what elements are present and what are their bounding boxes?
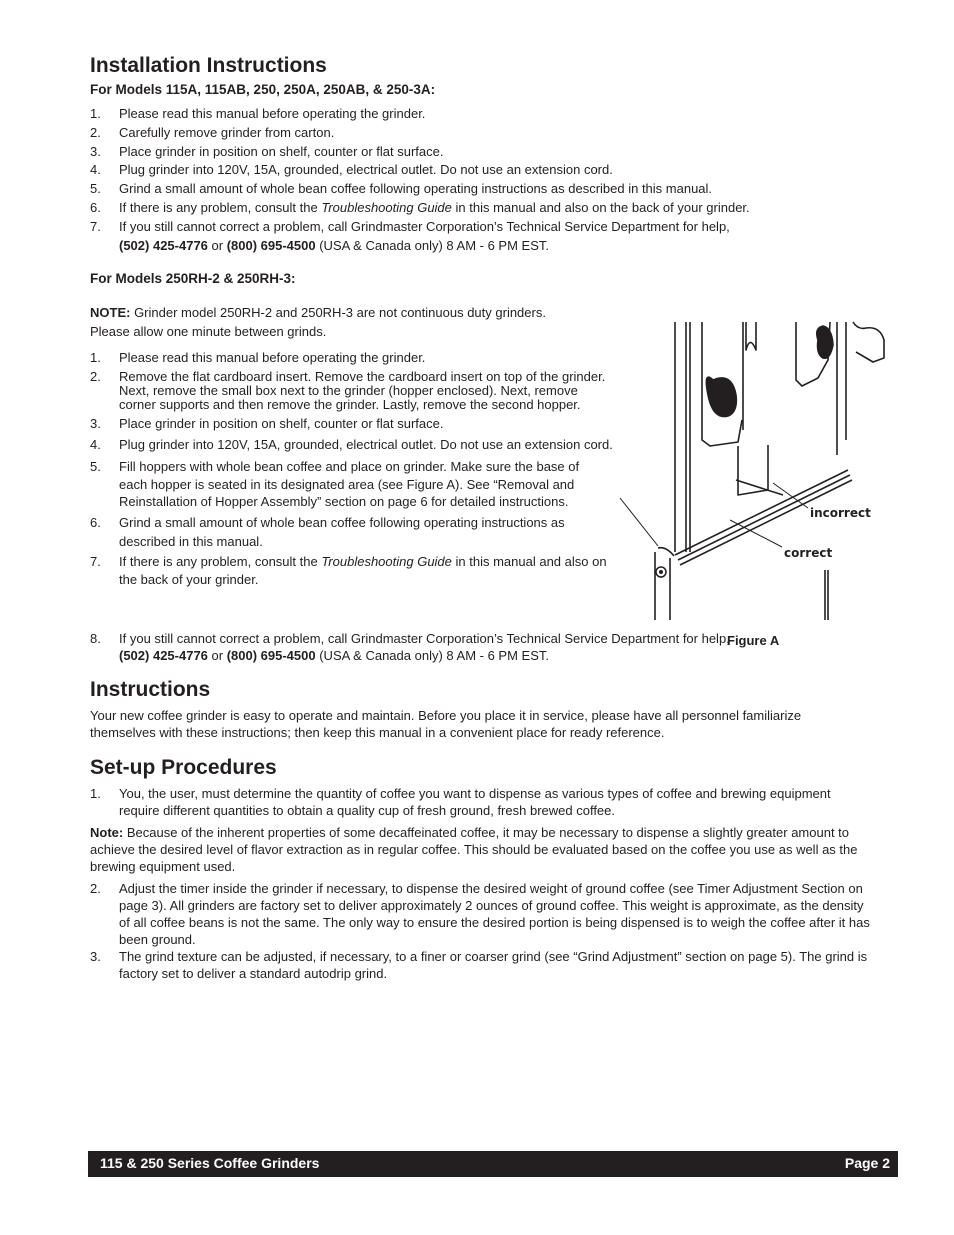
list-item: 7. If you still cannot correct a problem, call Grindmaster Corporation’s Technical Service Department for help, (502) 425-4776 or (800) 695-4500 (USA & Canada only) 8 AM - 6 PM EST. bbox=[90, 218, 730, 253]
steps-b-list bbox=[90, 351, 615, 590]
list-item: 5. Grind a small amount of whole bean coffee following operating instructions as described in this manual. bbox=[90, 181, 713, 197]
models-b-heading: For Models 250RH-2 & 250RH-3: bbox=[90, 271, 296, 286]
figure-caption: Figure A bbox=[727, 633, 780, 648]
list-item: 4. Plug grinder into 120V, 15A, grounded, electrical outlet. Do not use an extension cord. bbox=[90, 162, 613, 178]
list-item: 6. If there is any problem, consult the Troubleshooting Guide in this manual and also on the back of your grinder. bbox=[90, 199, 750, 215]
list-item: 8. If you still cannot correct a problem, call Grindmaster Corporation’s Technical Service Department for help, (502) 425-4776 or (800) 695-4500 (USA & Canada only) 8 AM - 6 PM EST. bbox=[90, 631, 730, 663]
list-item: 7. If there is any problem, consult the Troubleshooting Guide in this manual and also on the back of your grinder. bbox=[90, 553, 607, 587]
figure-a-illustration bbox=[618, 320, 898, 620]
grinder-hopper-drawing bbox=[618, 320, 898, 620]
instructions-body: Your new coffee grinder is easy to operate and maintain. Before you place it in service, please have all personnel familiarize themselves with these instructions; then keep this manual in a convenient place for ready reference. bbox=[90, 708, 802, 740]
installation-title: Installation Instructions bbox=[90, 54, 327, 77]
list-item: 4. Plug grinder into 120V, 15A, grounded, electrical outlet. Do not use an extension cord. bbox=[90, 437, 613, 452]
note-paragraph: NOTE: Grinder model 250RH-2 and 250RH-3 are not continuous duty grinders. Please allow one minute between grinds. bbox=[90, 305, 546, 339]
list-item: 1. Please read this manual before operating the grinder. bbox=[90, 106, 426, 121]
page-footer bbox=[88, 1151, 898, 1177]
steps-a-list bbox=[90, 105, 870, 255]
footer-title: 115 & 250 Series Coffee Grinders bbox=[100, 1155, 320, 1171]
setup-step-1 bbox=[90, 786, 850, 819]
list-item: 1. Please read this manual before operating the grinder. bbox=[90, 350, 426, 365]
setup-title: Set-up Procedures bbox=[90, 756, 277, 779]
instructions-title: Instructions bbox=[90, 678, 211, 701]
setup-note: Note: Because of the inherent properties of some decaffeinated coffee, it may be necessary to dispense a slightly greater amount to achieve the desired level of flavor extraction as in regular coffee. This should be evaluated based on the coffee you use as well as the brewing equipment used. bbox=[90, 825, 858, 874]
label-correct: correct bbox=[784, 546, 833, 560]
list-item: 3. Place grinder in position on shelf, counter or flat surface. bbox=[90, 143, 444, 159]
list-item: 6. Grind a small amount of whole bean coffee following operating instructions as described in this manual. bbox=[90, 514, 565, 549]
page-number: Page 2 bbox=[844, 1155, 890, 1171]
list-item: 2. Adjust the timer inside the grinder if necessary, to dispense the desired weight of ground coffee (see Timer Adjustment Section on page 3). All grinders are factory set to deliver approximately 2 ounces of ground coffee. This weight is approximate, as the density of all coffee beans is not the same. The only way to ensure the desired portion is being dispensed is to weigh the coffee after it has been ground. bbox=[90, 881, 870, 947]
list-item: 5. Fill hoppers with whole bean coffee and place on grinder. Make sure the base of each hopper is seated in its designated area (see Figure A). See “Removal and Reinstallation of Hopper Assembly” section on page 6 for detailed instructions. bbox=[90, 459, 580, 509]
label-incorrect: incorrect bbox=[810, 506, 871, 520]
setup-steps-2-3 bbox=[90, 880, 870, 982]
list-item: 3. The grind texture can be adjusted, if necessary, to a finer or coarser grind (see “Grind Adjustment” section on page 5). The grind is factory set to deliver a standard autodrip grind. bbox=[90, 949, 868, 981]
models-a-heading: For Models 115A, 115AB, 250, 250A, 250AB, & 250-3A: bbox=[90, 82, 436, 97]
list-item: 3. Place grinder in position on shelf, counter or flat surface. bbox=[90, 416, 444, 431]
list-item: 2. Remove the flat cardboard insert. Remove the cardboard insert on top of the grinder. Next, remove the small box next to the grinder (hopper enclosed). Next, remove corner supports and then remove the grinder. Lastly, remove the second hopper. bbox=[90, 369, 606, 412]
list-item: 1. You, the user, must determine the quantity of coffee you want to dispense as various types of coffee and brewing equipment require different quantities to obtain a quality cup of fresh ground, fresh brewed coffee. bbox=[90, 786, 831, 818]
list-item: 2. Carefully remove grinder from carton. bbox=[90, 124, 335, 140]
